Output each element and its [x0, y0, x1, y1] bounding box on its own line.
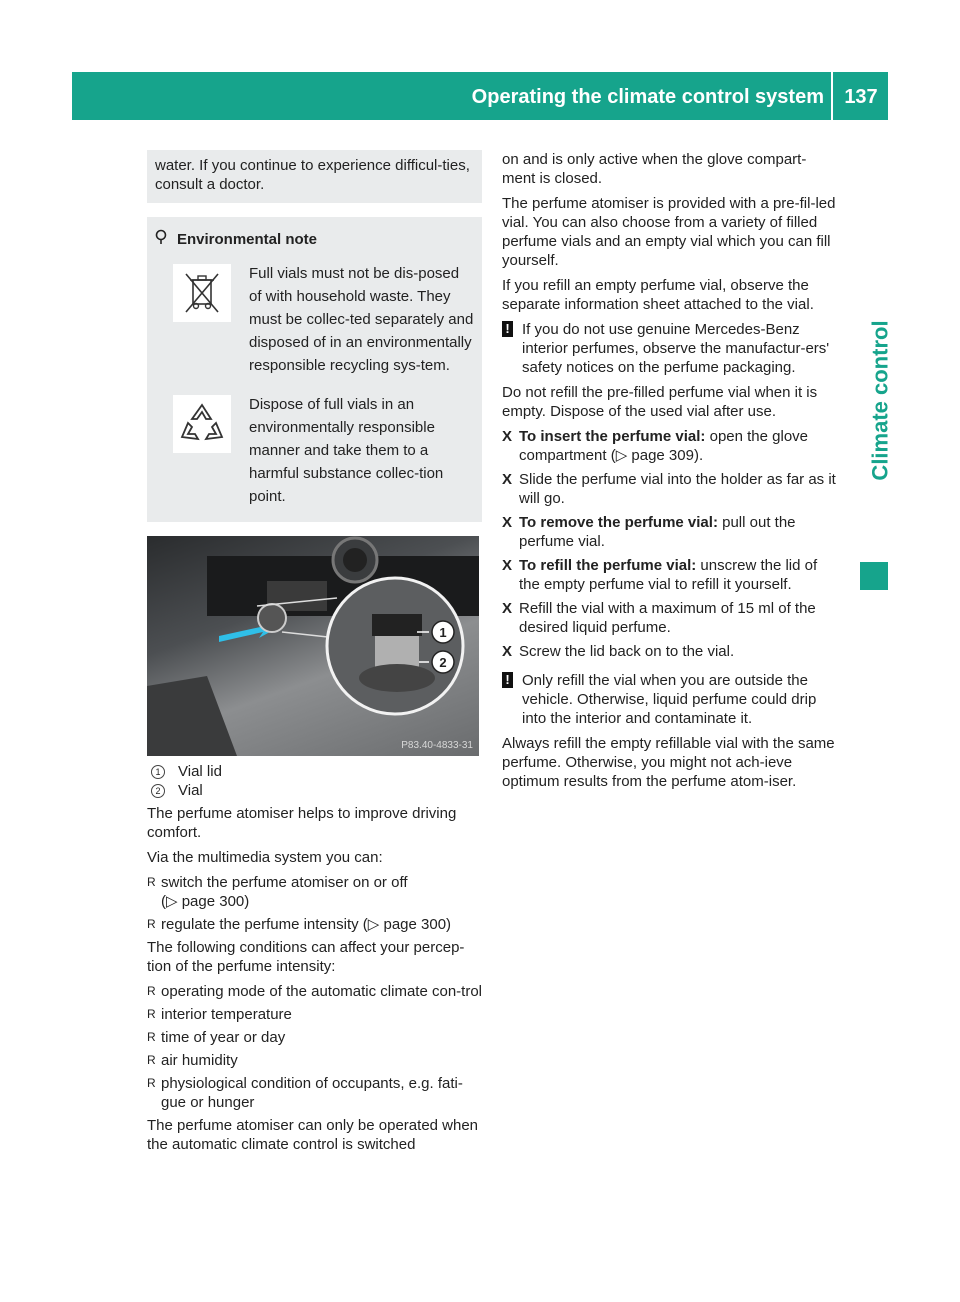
- instruction-step: [502, 470, 836, 508]
- lightbulb-icon: [155, 229, 177, 250]
- step-heading: To remove the perfume vial:: [519, 514, 718, 531]
- list-item: [147, 1005, 482, 1024]
- instruction-step: [502, 599, 836, 637]
- step-marker-icon: X: [502, 643, 513, 660]
- notice-box: [502, 671, 836, 728]
- list-item: [147, 1074, 482, 1112]
- paragraph: Do not refill the pre-filled perfume vial when it is empty. Dispose of the used vial after use.: [502, 384, 818, 420]
- legend-item: [147, 762, 482, 781]
- callout-2: 2: [439, 655, 447, 670]
- intro-paragraph: The perfume atomiser helps to improve driving comfort.: [147, 805, 457, 841]
- paragraph: Always refill the empty refillable vial with the same perfume. Otherwise, you might not ach-ieve optimum results from the perfume atom-iser.: [502, 735, 835, 790]
- environmental-note-header: [155, 229, 474, 250]
- legend-number: 1: [151, 765, 165, 779]
- list-item-text: switch the perfume atomiser on or off: [161, 874, 408, 891]
- list-item-text: air humidity: [161, 1052, 238, 1069]
- page-number: 137: [844, 86, 878, 108]
- paragraph: on and is only active when the glove compart-ment is closed.: [502, 151, 807, 187]
- paragraph: The perfume atomiser is provided with a pre-fil-led vial. You can also choose from a variety of filled perfume vials and an empty vial which you can fill yourself.: [502, 195, 836, 269]
- bullet-icon: R: [147, 1076, 156, 1090]
- instruction-step: [502, 427, 836, 465]
- list-item: [147, 982, 482, 1001]
- callout-1: 1: [439, 625, 447, 640]
- environmental-note-item: [155, 393, 474, 508]
- legend-label: Vial: [178, 782, 203, 799]
- section-side-tab: [860, 260, 900, 540]
- figure-code: P83.40-4833-31: [401, 740, 473, 751]
- notice-text: Only refill the vial when you are outside the vehicle. Otherwise, liquid perfume could drip into the interior and contaminate it.: [522, 672, 817, 727]
- instruction-step: [502, 642, 836, 661]
- bullet-icon: R: [147, 1007, 156, 1021]
- header-divider: [831, 72, 833, 120]
- step-text: Screw the lid back on to the vial.: [519, 643, 735, 660]
- step-text: Slide the perfume vial into the holder as far as it will go.: [519, 471, 836, 507]
- via-paragraph: Via the multimedia system you can:: [147, 849, 383, 866]
- crossed-bin-icon: [173, 264, 231, 322]
- figure-legend: [147, 762, 482, 800]
- exclamation-icon: !: [502, 321, 513, 337]
- bullet-icon: R: [147, 984, 156, 998]
- list-item-text: regulate the perfume intensity (▷ page 300): [161, 916, 452, 933]
- perfume-atomiser-illustration: [147, 536, 479, 756]
- notice-box: [502, 320, 836, 377]
- step-marker-icon: X: [502, 514, 513, 531]
- bullet-icon: R: [147, 1030, 156, 1044]
- environmental-note-title: Environmental note: [177, 231, 318, 248]
- bullet-icon: R: [147, 1053, 156, 1067]
- notice-text: If you do not use genuine Mercedes-Benz interior perfumes, observe the manufactur-ers' safety notices on the perfume packaging.: [522, 321, 830, 376]
- warning-continuation-text: water. If you continue to experience difficul-ties, consult a doctor.: [155, 157, 470, 193]
- warning-continuation-box: [147, 150, 482, 203]
- conditions-paragraph: The following conditions can affect your percep-tion of the perfume intensity:: [147, 939, 465, 975]
- left-column: [147, 150, 482, 1160]
- bullet-icon: R: [147, 917, 156, 931]
- bullet-icon: R: [147, 875, 156, 889]
- list-item-text: operating mode of the automatic climate con-trol: [161, 983, 482, 1000]
- step-marker-icon: X: [502, 471, 513, 488]
- step-heading: To refill the perfume vial:: [519, 557, 697, 574]
- environmental-note-item-text: Dispose of full vials in an environmentally responsible manner and take them to a harmful substance collec-tion point.: [249, 396, 444, 505]
- list-item-text: physiological condition of occupants, e.g. fati-gue or hunger: [161, 1075, 463, 1111]
- exclamation-icon: !: [502, 672, 513, 688]
- step-text: unscrew the lid of the empty perfume vial to refill it yourself.: [519, 557, 818, 593]
- step-text: open the glove compartment (▷ page 309).: [519, 428, 809, 464]
- instruction-step: [502, 513, 836, 551]
- step-heading: To insert the perfume vial:: [519, 428, 706, 445]
- legend-number: 2: [151, 784, 165, 798]
- recycle-icon: [173, 395, 231, 453]
- list-item: [147, 873, 482, 911]
- instruction-step: [502, 556, 836, 594]
- legend-item: [147, 781, 482, 800]
- list-item-text: interior temperature: [161, 1006, 292, 1023]
- legend-label: Vial lid: [178, 763, 222, 780]
- section-side-tab-label: Climate control: [867, 319, 893, 481]
- right-column: [502, 150, 836, 797]
- step-marker-icon: X: [502, 557, 513, 574]
- environmental-note-item-text: Full vials must not be dis-posed of with household waste. They must be collec-ted separately and disposed of in an environmentally responsible recycling sys-tem.: [249, 265, 474, 374]
- paragraph: If you refill an empty perfume vial, observe the separate information sheet attached to the vial.: [502, 277, 814, 313]
- page-title: Operating the climate control system: [471, 86, 824, 108]
- list-item: [147, 915, 482, 934]
- step-text: pull out the perfume vial.: [519, 514, 796, 550]
- perfume-atomiser-photo: [147, 536, 479, 756]
- step-marker-icon: X: [502, 600, 513, 617]
- list-item: [147, 1051, 482, 1070]
- closing-paragraph: The perfume atomiser can only be operated when the automatic climate control is switched: [147, 1117, 479, 1153]
- environmental-note-item: [155, 262, 474, 377]
- section-side-tab-marker: [860, 562, 888, 590]
- environmental-note-box: [147, 217, 482, 522]
- page-reference-link[interactable]: (▷ page 300): [161, 893, 250, 910]
- list-item: [147, 1028, 482, 1047]
- list-item-text: time of year or day: [161, 1029, 286, 1046]
- step-marker-icon: X: [502, 428, 513, 445]
- step-text: Refill the vial with a maximum of 15 ml of the desired liquid perfume.: [519, 600, 816, 636]
